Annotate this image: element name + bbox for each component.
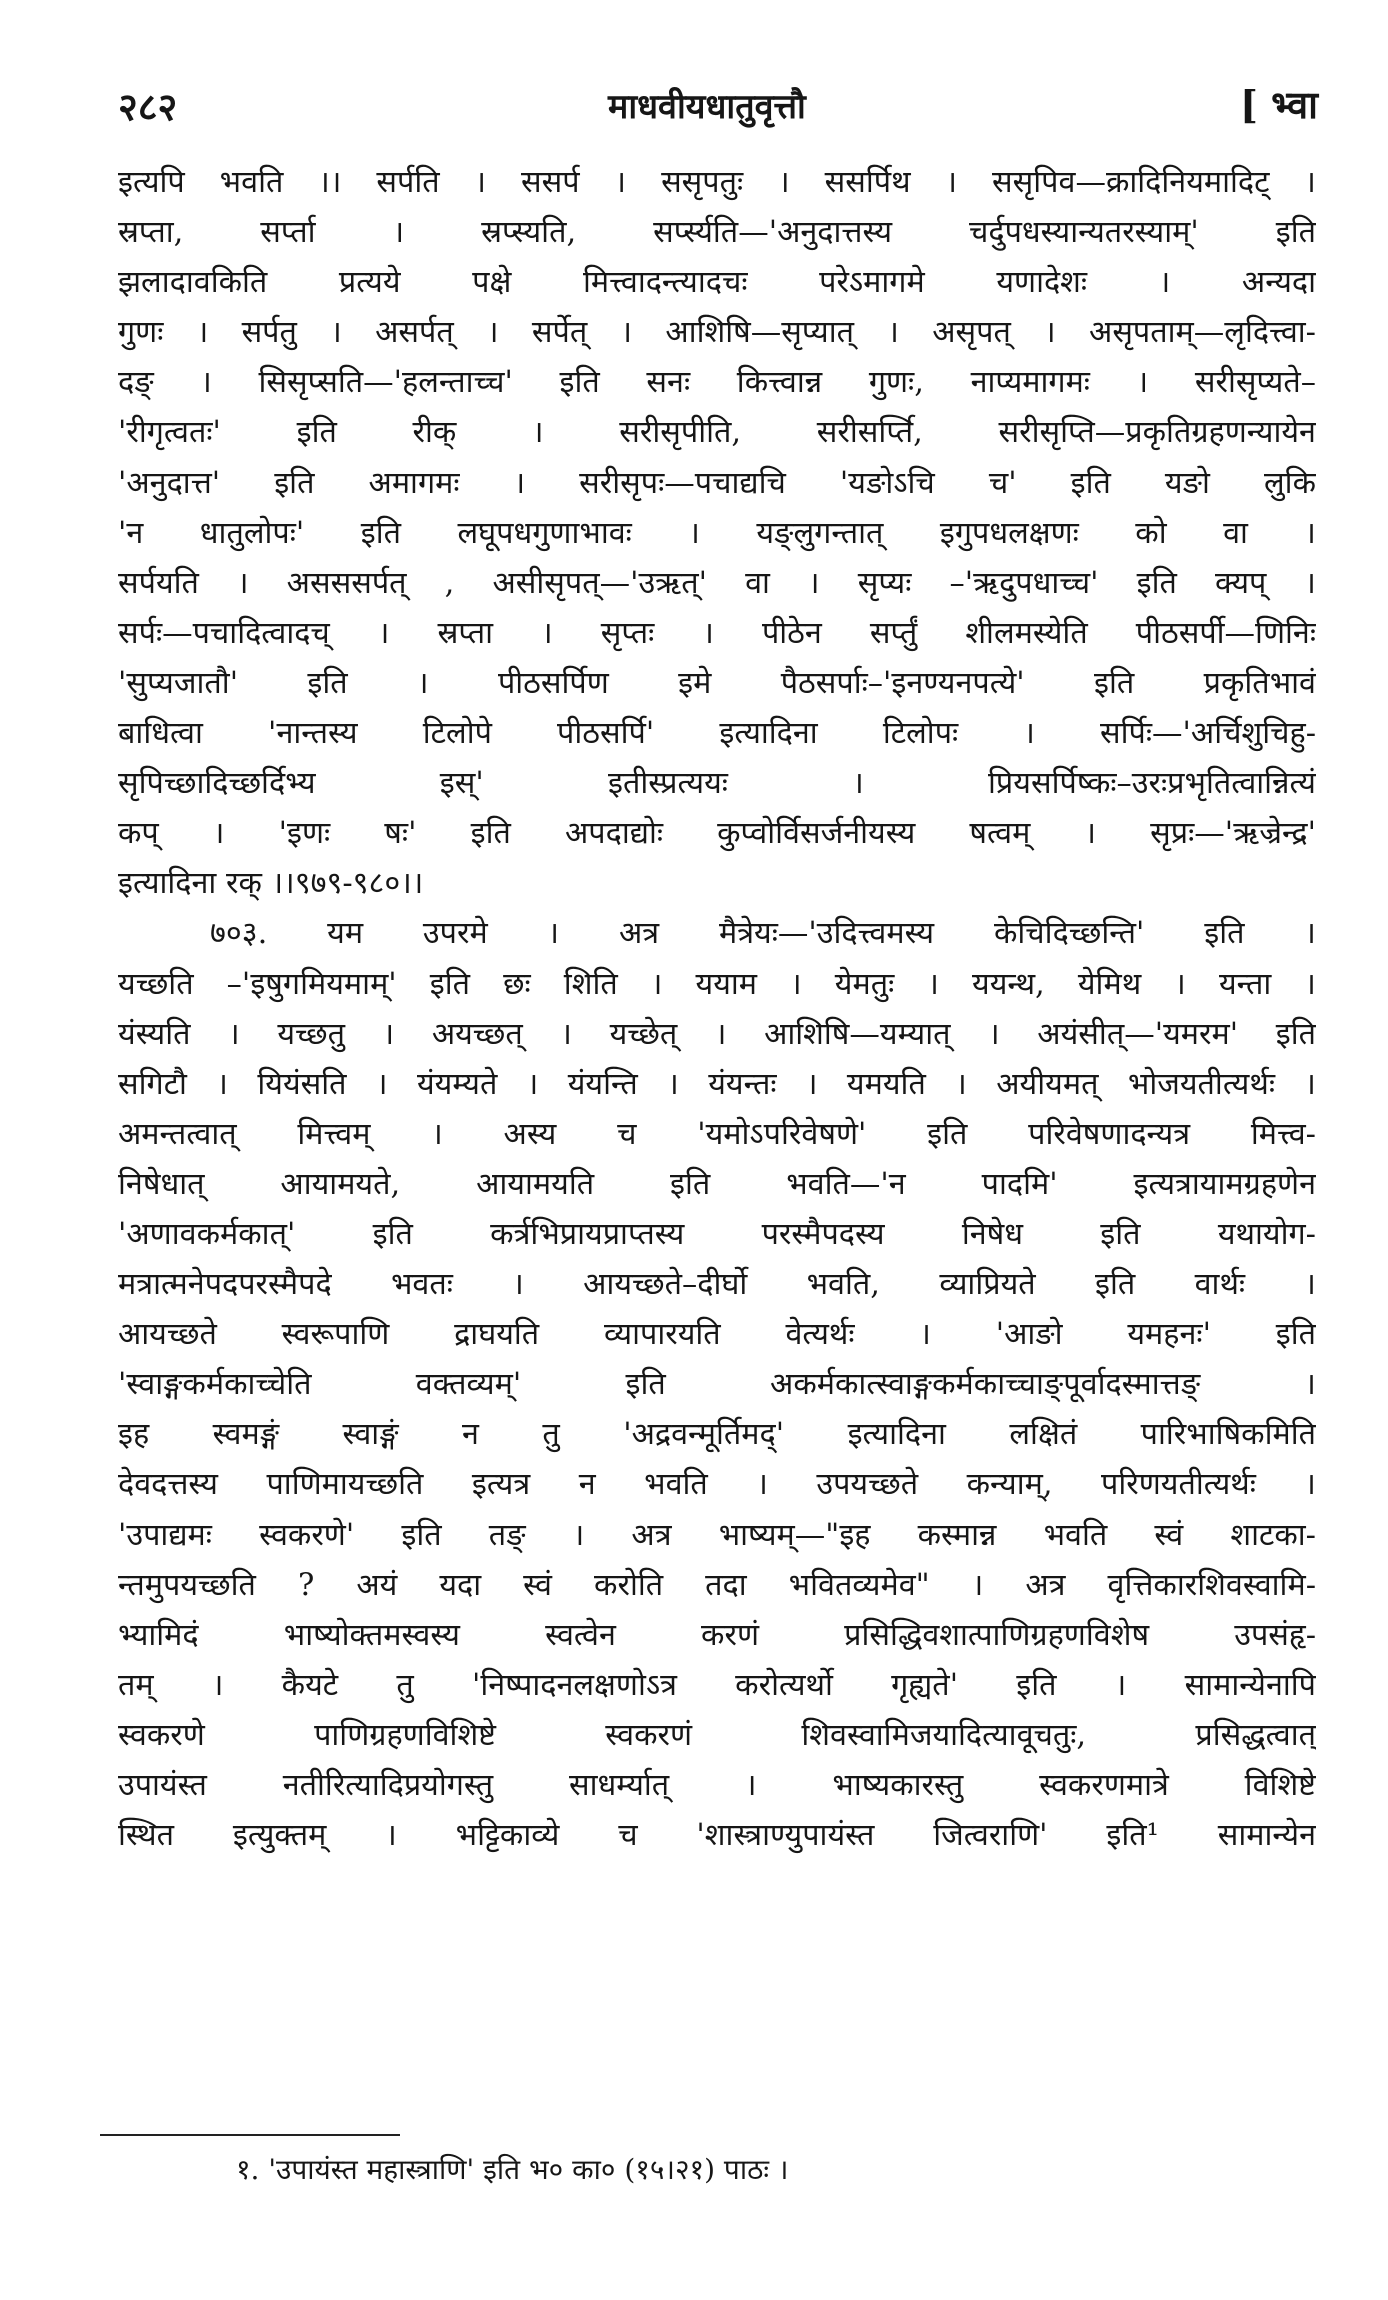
text-line: कप् । 'इणः षः' इति अपदाद्योः कुप्वोर्विसर्जनीयस्य षत्वम् । सृप्रः—'ऋज्रेन्द्र' [118, 816, 1316, 852]
footnote: १. 'उपायंस्त महास्त्राणि' इति भ० का० (१५।२१) पाठः । [236, 2153, 789, 2186]
text-line: 'स्वाङ्गकर्मकाच्चेति वक्तव्यम्' इति अकर्मकात्स्वाङ्गकर्मकाच्चाङ्पूर्वादस्मात्तङ् । [118, 1367, 1316, 1403]
text-line: सगिटौ । यियंसति । यंयम्यते । यंयन्ति । यंयन्तः । यमयति । अयीयमत् भोजयतीत्यर्थः । [118, 1066, 1316, 1102]
text-line: तम् । कैयटे तु 'निष्पादनलक्षणोऽत्र करोत्यर्थो गृह्यते' इति । सामान्येनापि [118, 1667, 1316, 1703]
text-line: सर्पः—पचादित्वादच् । स्रप्ता । सृप्तः । पीठेन सर्प्तुं शीलमस्येति पीठसर्पी—णिनिः [118, 615, 1316, 651]
body-text [118, 158, 1316, 1861]
paragraph-1 [118, 158, 1316, 909]
text-line: 'न धातुलोपः' इति लघूपधगुणाभावः । यङ्लुगन्तात् इगुपधलक्षणः को वा । [118, 515, 1316, 551]
text-line: आयच्छते स्वरूपाणि द्राघयति व्यापारयति वेत्यर्थः । 'आङो यमहनः' इति [118, 1317, 1316, 1353]
text-line: 'उपाद्यमः स्वकरणे' इति तङ् । अत्र भाष्यम्—"इह कस्मान्न भवति स्वं शाटका- [118, 1517, 1316, 1553]
text-line: बाधित्वा 'नान्तस्य टिलोपे पीठसर्पि' इत्यादिना टिलोपः । सर्पिः—'अर्चिशुचिहु- [118, 716, 1316, 752]
text-line: स्रप्ता, सर्प्ता । स्रप्स्यति, सर्प्स्यति—'अनुदात्तस्य चर्दुपधस्यान्यतरस्याम्' इति [118, 215, 1316, 251]
text-line: मत्रात्मनेपदपरस्मैपदे भवतः । आयच्छते–दीर्घो भवति, व्याप्रियते इति वार्थः । [118, 1267, 1316, 1303]
section-mark: [ भ्वा [1239, 82, 1318, 127]
text-line: न्तमुपयच्छति ? अयं यदा स्वं करोति तदा भवितव्यमेव" । अत्र वृत्तिकारशिवस्वामि- [118, 1567, 1316, 1603]
text-line: यंस्यति । यच्छतु । अयच्छत् । यच्छेत् । आशिषि—यम्यात् । अयंसीत्—'यमरम' इति [118, 1016, 1316, 1052]
text-line: इह स्वमङ्गं स्वाङ्गं न तु 'अद्रवन्मूर्तिमद्' इत्यादिना लक्षितं पारिभाषिकमिति [118, 1417, 1316, 1453]
text-line: 'सुप्यजातौ' इति । पीठसर्पिण इमे पैठसर्पाः–'इनण्यनपत्ये' इति प्रकृतिभावं [118, 665, 1316, 701]
text-line: इत्यादिना रक् ।।९७९-९८०।। [118, 866, 424, 902]
text-line: झलादावकिति प्रत्यये पक्षे मित्त्वादन्त्यादचः परेऽमागमे यणादेशः । अन्यदा [118, 265, 1316, 301]
text-line: सृपिच्छादिच्छर्दिभ्य इस्' इतीस्प्रत्ययः । प्रियसर्पिष्कः–उरःप्रभृतित्वान्नित्यं [118, 766, 1316, 802]
text-line: अमन्तत्वात् मित्त्वम् । अस्य च 'यमोऽपरिवेषणे' इति परिवेषणादन्यत्र मित्त्व- [118, 1116, 1316, 1152]
text-line: देवदत्तस्य पाणिमायच्छति इत्यत्र न भवति । उपयच्छते कन्याम्, परिणयतीत्यर्थः । [118, 1467, 1316, 1503]
text-line: 'अनुदात्त' इति अमागमः । सरीसृपः—पचाद्यचि 'यङोऽचि च' इति यङो लुकि [118, 465, 1316, 501]
text-line: ७०३. यम उपरमे । अत्र मैत्रेयः—'उदित्त्वमस्य केचिदिच्छन्ति' इति । [210, 916, 1316, 952]
text-line: भ्यामिदं भाष्योक्तमस्वस्य स्वत्वेन करणं प्रसिद्धिवशात्पाणिग्रहणविशेष उपसंहृ- [118, 1617, 1316, 1653]
text-line: इत्यपि भवति ।। सर्पति । ससर्प । ससृपतुः । ससर्पिथ । ससृपिव—क्रादिनियमादिट् । [118, 165, 1316, 200]
text-line: स्वकरणे पाणिग्रहणविशिष्टे स्वकरणं शिवस्वामिजयादित्यावूचतुः, प्रसिद्धत्वात् [118, 1717, 1316, 1753]
text-line: 'रीगृत्वतः' इति रीक् । सरीसृपीति, सरीसर्प्ति, सरीसृप्ति—प्रकृतिग्रहणन्यायेन [118, 415, 1316, 451]
text-line: निषेधात् आयामयते, आयामयति इति भवति—'न पादमि' इत्यत्रायामग्रहणेन [118, 1166, 1316, 1202]
paragraph-2 [118, 909, 1316, 1861]
page-number: २८२ [118, 84, 178, 129]
text-line: सर्पयति । असससर्पत् , असीसृपत्—'उऋत्' वा । सृप्यः –'ऋदुपधाच्च' इति क्यप् । [118, 565, 1316, 601]
text-line: 'अणावकर्मकात्' इति कर्त्रभिप्रायप्राप्तस्य परस्मैपदस्य निषेध इति यथायोग- [118, 1216, 1316, 1252]
text-line: उपायंस्त नतीरित्यादिप्रयोगस्तु साधर्म्यात् । भाष्यकारस्तु स्वकरणमात्रे विशिष्टे [118, 1768, 1316, 1803]
running-title: माधवीयधातुवृत्तौ [608, 87, 806, 127]
page-header [118, 72, 1318, 132]
text-line: स्थित इत्युक्तम् । भट्टिकाव्ये च 'शास्त्राण्युपायंस्त जित्वराणि' इति¹ सामान्येन [118, 1818, 1316, 1854]
footnote-divider [100, 2134, 400, 2136]
text-line: दङ् । सिसृप्सति—'हलन्ताच्च' इति सनः कित्त्वान्न गुणः, नाप्यमागमः । सरीसृप्यते– [118, 365, 1316, 401]
text-line: गुणः । सर्पतु । असर्पत् । सर्पेत् । आशिषि—सृप्यात् । असृपत् । असृपताम्—लृदित्त्वा- [118, 315, 1316, 351]
text-line: यच्छति –'इषुगमियमाम्' इति छः शिति । ययाम । येमतुः । ययन्थ, येमिथ । यन्ता । [118, 966, 1316, 1002]
